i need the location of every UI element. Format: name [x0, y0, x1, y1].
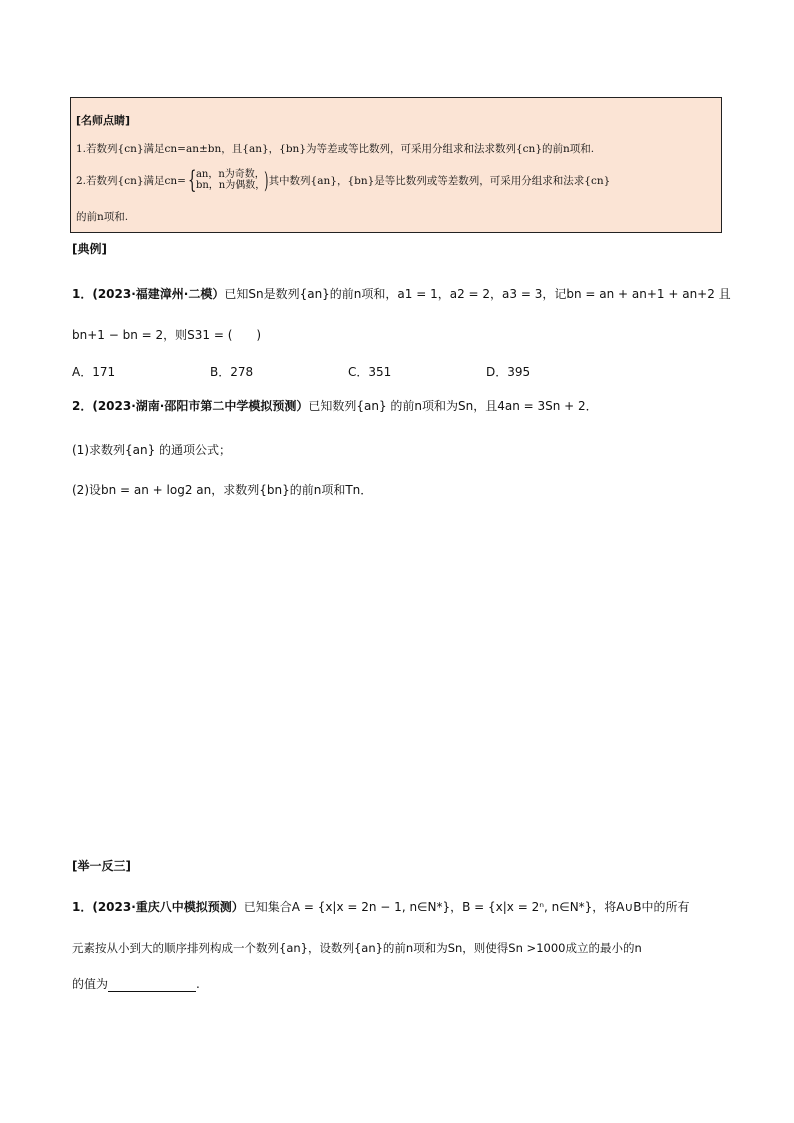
practice-q1-line3-text: 的值为 [72, 977, 109, 991]
practice-q1 [72, 898, 690, 915]
practice-q1-line3 [72, 975, 200, 992]
example-q2-part2: (2)设bn = an + log2 an，求数列{bn}的前n项和Tn． [72, 483, 373, 497]
example-q2-source: 2．(2023·湖南·邵阳市第二中学模拟预测） [72, 399, 309, 413]
tip-line-3: 的前n项和. [76, 211, 129, 223]
option-c[interactable]: C．351 [348, 365, 392, 379]
tip-box [70, 97, 722, 233]
practice-heading: [举一反三] [72, 859, 131, 873]
piecewise-definition: { an，n为奇数， bn，n为偶数， [187, 166, 266, 194]
example-q1-source: 1．(2023·福建漳州·二模） [72, 287, 225, 301]
answer-blank[interactable] [108, 979, 196, 992]
practice-q1-line2: 元素按从小到大的顺序排列构成一个数列{an}，设数列{an}的前n项和为Sn，则使得Sn >1000成立的最小的n [72, 941, 642, 955]
option-b[interactable]: B．278 [210, 365, 254, 379]
example-q2 [72, 397, 598, 414]
tip-line-2-pre: 2.若数列{cn}满足cn= [76, 175, 186, 187]
example-q1-line2: bn+1 − bn = 2，则S31 = ( ) [72, 328, 262, 342]
piecewise-case-1: an，n为奇数， [195, 169, 265, 180]
example-heading: [典例] [72, 242, 107, 256]
piecewise-case-2: bn，n为偶数， [195, 180, 266, 191]
example-q2-text: 已知数列{an} 的前n项和为Sn，且4an = 3Sn + 2． [308, 399, 598, 413]
option-a[interactable]: A．171 [72, 365, 116, 379]
tip-line-1: 1.若数列{cn}满足cn=an±bn，且{an}，{bn}为等差或等比数列，可采用分组求和法求数列{cn}的前n项和. [76, 143, 595, 155]
example-q2-part1: (1)求数列{an} 的通项公式； [72, 443, 232, 457]
option-d[interactable]: D．395 [486, 365, 531, 379]
practice-q1-text: 已知集合A = {x|x = 2n − 1, n∈N*}，B = {x|x = 2ⁿ, n∈N*}，将A∪B中的所有 [243, 900, 690, 914]
tip-line-2: 2.若数列{cn}满足cn= { an，n为奇数， bn，n为偶数， )其中数列{an}，{bn}是等比数列或等差数列，可采用分组求和法求{cn} [76, 166, 611, 194]
example-q1 [72, 285, 731, 302]
tip-line-2-post: 其中数列{an}，{bn}是等比数列或等差数列，可采用分组求和法求{cn} [268, 175, 611, 187]
answer-period: . [196, 977, 200, 991]
example-q1-text: 已知Sn是数列{an}的前n项和，a1 = 1，a2 = 2，a3 = 3，记bn = an + an+1 + an+2 且 [224, 287, 731, 301]
tip-title: [名师点睛] [76, 114, 131, 127]
practice-q1-source: 1．(2023·重庆八中模拟预测） [72, 900, 244, 914]
